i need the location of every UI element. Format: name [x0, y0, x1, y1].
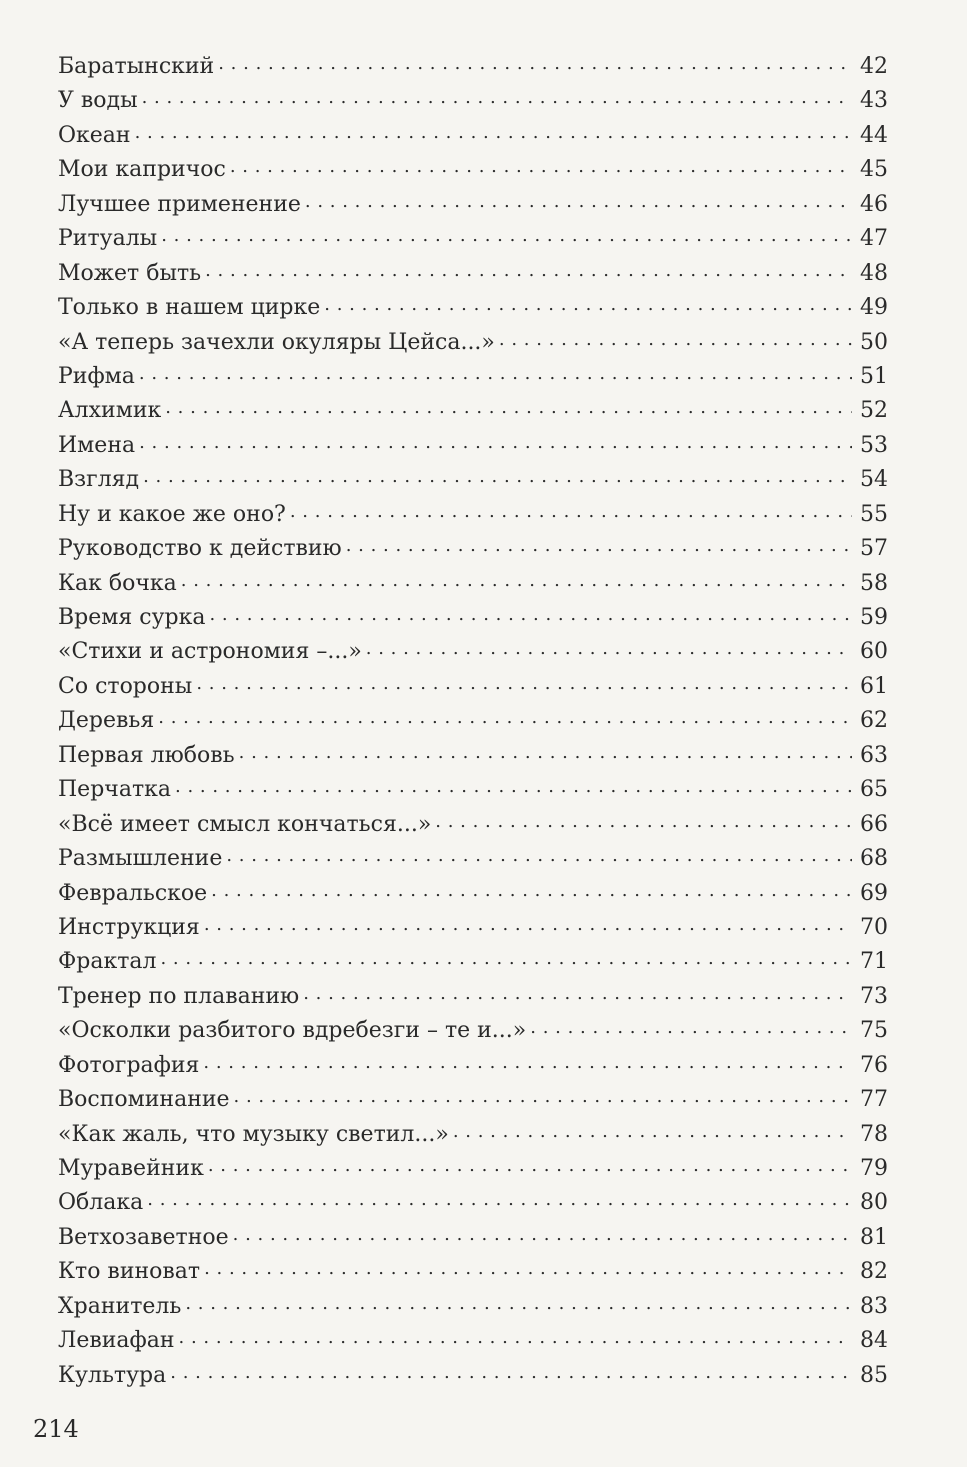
dot-leader — [179, 1325, 852, 1347]
toc-entry-title: Руководство к действию — [58, 536, 342, 562]
toc-entry-title: Муравейник — [58, 1156, 204, 1181]
dot-leader — [303, 981, 852, 1003]
dot-leader — [324, 292, 852, 314]
toc-entry-title: Февральское — [58, 880, 208, 906]
dot-leader — [209, 602, 852, 624]
toc-entry-title: Размышление — [58, 846, 223, 872]
toc-entry — [58, 84, 888, 118]
dot-leader — [218, 51, 852, 73]
dot-leader — [170, 1360, 852, 1382]
toc-entry — [58, 119, 888, 153]
toc-entry — [58, 1221, 888, 1255]
toc-entry-page: 58 — [860, 570, 888, 596]
dot-leader — [135, 120, 852, 142]
dot-leader — [435, 809, 852, 831]
toc-entry — [58, 1186, 888, 1220]
toc-entry-title: «Всё имеет смысл кончаться...» — [58, 811, 432, 837]
toc-entry — [58, 808, 888, 842]
dot-leader — [233, 1222, 852, 1244]
dot-leader — [147, 1187, 852, 1209]
toc-entry-title: Время сурка — [58, 605, 206, 630]
toc-entry — [58, 50, 888, 84]
dot-leader — [346, 533, 852, 555]
dot-leader — [230, 154, 852, 176]
dot-leader — [158, 705, 852, 727]
dot-leader — [226, 843, 852, 865]
toc-entry-title: Воспоминание — [58, 1087, 230, 1113]
dot-leader — [196, 671, 852, 693]
toc-entry — [58, 429, 888, 463]
toc-entry-title: Ветхозаветное — [58, 1224, 229, 1250]
toc-entry-page: 49 — [860, 295, 888, 321]
dot-leader — [239, 740, 852, 762]
toc-entry-page: 78 — [860, 1121, 888, 1147]
toc-entry-title: «А теперь зачехли окуляры Цейса...» — [58, 329, 495, 355]
toc-entry — [58, 1255, 888, 1289]
toc-entry-page: 44 — [860, 122, 888, 148]
toc-entry-title: Мои капричос — [58, 157, 226, 183]
toc-entry — [58, 1152, 888, 1186]
toc-entry-title: Имена — [58, 432, 136, 458]
toc-entry — [58, 1290, 888, 1324]
toc-entry-title: Рифма — [58, 363, 135, 389]
toc-entry — [58, 257, 888, 291]
toc-entry-title: Ритуалы — [58, 226, 158, 252]
toc-entry-title: Взгляд — [58, 467, 140, 493]
toc-entry-page: 50 — [860, 329, 888, 355]
toc-entry-page: 60 — [860, 639, 888, 665]
dot-leader — [499, 327, 852, 349]
toc-entry-page: 45 — [860, 157, 888, 183]
toc-entry — [58, 704, 888, 738]
toc-entry-page: 52 — [860, 398, 888, 424]
toc-entry-page: 54 — [860, 467, 888, 493]
toc-entry-page: 69 — [860, 880, 888, 906]
toc-entry — [58, 1014, 888, 1048]
toc-entry-page: 43 — [860, 88, 888, 114]
dot-leader — [204, 1256, 852, 1278]
toc-entry-page: 48 — [860, 260, 888, 286]
toc-entry-title: Лучшее применение — [58, 191, 301, 217]
toc-entry-page: 81 — [860, 1224, 888, 1250]
toc-entry-title: Может быть — [58, 260, 202, 286]
toc-entry-page: 53 — [860, 432, 888, 458]
toc-entry-title: Алхимик — [58, 398, 162, 424]
toc-entry — [58, 635, 888, 669]
toc-entry-page: 82 — [860, 1259, 888, 1285]
toc-entry-title: Культура — [58, 1362, 167, 1388]
toc-entry-page: 84 — [860, 1328, 888, 1354]
toc-entry — [58, 980, 888, 1014]
toc-entry-page: 63 — [860, 742, 888, 768]
toc-entry — [58, 394, 888, 428]
toc-entry-page: 77 — [860, 1087, 888, 1113]
dot-leader — [208, 1153, 852, 1175]
dot-leader — [139, 430, 852, 452]
toc-entry — [58, 1118, 888, 1152]
toc-entry — [58, 463, 888, 497]
dot-leader — [366, 636, 852, 658]
toc-entry-page: 61 — [860, 673, 888, 699]
dot-leader — [142, 85, 852, 107]
toc-entry-page: 73 — [860, 983, 888, 1009]
dot-leader — [234, 1084, 852, 1106]
toc-entry — [58, 1083, 888, 1117]
page-number: 214 — [33, 1415, 79, 1443]
toc-entry-page: 46 — [860, 191, 888, 217]
toc-entry-title: Только в нашем цирке — [58, 295, 321, 321]
toc-entry — [58, 842, 888, 876]
toc-entry-page: 59 — [860, 605, 888, 630]
toc-entry-page: 62 — [860, 708, 888, 734]
toc-entry — [58, 1359, 888, 1393]
toc-entry-page: 68 — [860, 846, 888, 872]
toc-entry — [58, 222, 888, 256]
toc-entry — [58, 188, 888, 222]
toc-entry-page: 71 — [860, 949, 888, 975]
toc-entry-title: Баратынский — [58, 54, 215, 79]
toc-entry-title: Первая любовь — [58, 742, 235, 768]
toc-entry — [58, 773, 888, 807]
toc-entry-page: 51 — [860, 363, 888, 389]
toc-entry-title: Перчатка — [58, 777, 171, 803]
toc-entry — [58, 326, 888, 360]
toc-entry — [58, 877, 888, 911]
toc-entry — [58, 670, 888, 704]
toc-entry — [58, 291, 888, 325]
toc-entry-title: Тренер по плаванию — [58, 983, 300, 1009]
toc-entry — [58, 532, 888, 566]
dot-leader — [205, 258, 852, 280]
toc-entry-page: 57 — [860, 536, 888, 562]
toc-entry-page: 70 — [860, 914, 888, 940]
toc-entry-title: «Стихи и астрономия –...» — [58, 639, 362, 665]
dot-leader — [181, 568, 852, 590]
toc-entry — [58, 911, 888, 945]
dot-leader — [211, 878, 852, 900]
toc-entry-page: 83 — [860, 1293, 888, 1319]
toc-entry-title: Фрактал — [58, 949, 157, 975]
toc-entry-title: Океан — [58, 122, 131, 148]
toc-entry-page: 76 — [860, 1052, 888, 1078]
toc-entry-title: Инструкция — [58, 914, 200, 940]
toc-entry-page: 80 — [860, 1190, 888, 1216]
table-of-contents — [58, 50, 888, 1393]
toc-entry-page: 47 — [860, 226, 888, 252]
dot-leader — [139, 361, 852, 383]
toc-entry-title: Фотография — [58, 1052, 200, 1078]
toc-entry-page: 75 — [860, 1018, 888, 1044]
toc-entry — [58, 739, 888, 773]
toc-entry-title: Со стороны — [58, 673, 193, 699]
toc-entry-page: 55 — [860, 501, 888, 527]
toc-entry-page: 79 — [860, 1156, 888, 1181]
toc-entry — [58, 567, 888, 601]
toc-entry-page: 65 — [860, 777, 888, 803]
toc-entry — [58, 153, 888, 187]
dot-leader — [165, 395, 852, 417]
toc-entry — [58, 498, 888, 532]
toc-entry-title: У воды — [58, 88, 138, 114]
toc-entry — [58, 945, 888, 979]
toc-entry-title: Левиафан — [58, 1328, 175, 1354]
dot-leader — [175, 774, 852, 796]
toc-entry-title: Хранитель — [58, 1293, 182, 1319]
dot-leader — [305, 189, 852, 211]
toc-entry-title: Кто виноват — [58, 1259, 201, 1285]
toc-entry-title: Облака — [58, 1190, 144, 1216]
toc-entry-title: Ну и какое же оно? — [58, 501, 286, 527]
dot-leader — [160, 946, 852, 968]
toc-entry-title: «Как жаль, что музыку светил...» — [58, 1121, 449, 1147]
toc-entry — [58, 360, 888, 394]
toc-entry-page: 85 — [860, 1362, 888, 1388]
toc-entry — [58, 1324, 888, 1358]
toc-entry-page: 66 — [860, 811, 888, 837]
toc-entry-page: 42 — [860, 54, 888, 79]
dot-leader — [204, 912, 852, 934]
dot-leader — [185, 1291, 852, 1313]
dot-leader — [290, 499, 852, 521]
toc-entry-title: Деревья — [58, 708, 155, 734]
dot-leader — [453, 1119, 852, 1141]
dot-leader — [530, 1015, 852, 1037]
dot-leader — [203, 1050, 852, 1072]
toc-entry-title: Как бочка — [58, 570, 177, 596]
dot-leader — [143, 464, 852, 486]
dot-leader — [161, 223, 852, 245]
toc-entry — [58, 601, 888, 635]
toc-entry-title: «Осколки разбитого вдребезги – те и...» — [58, 1018, 527, 1044]
toc-entry — [58, 1049, 888, 1083]
